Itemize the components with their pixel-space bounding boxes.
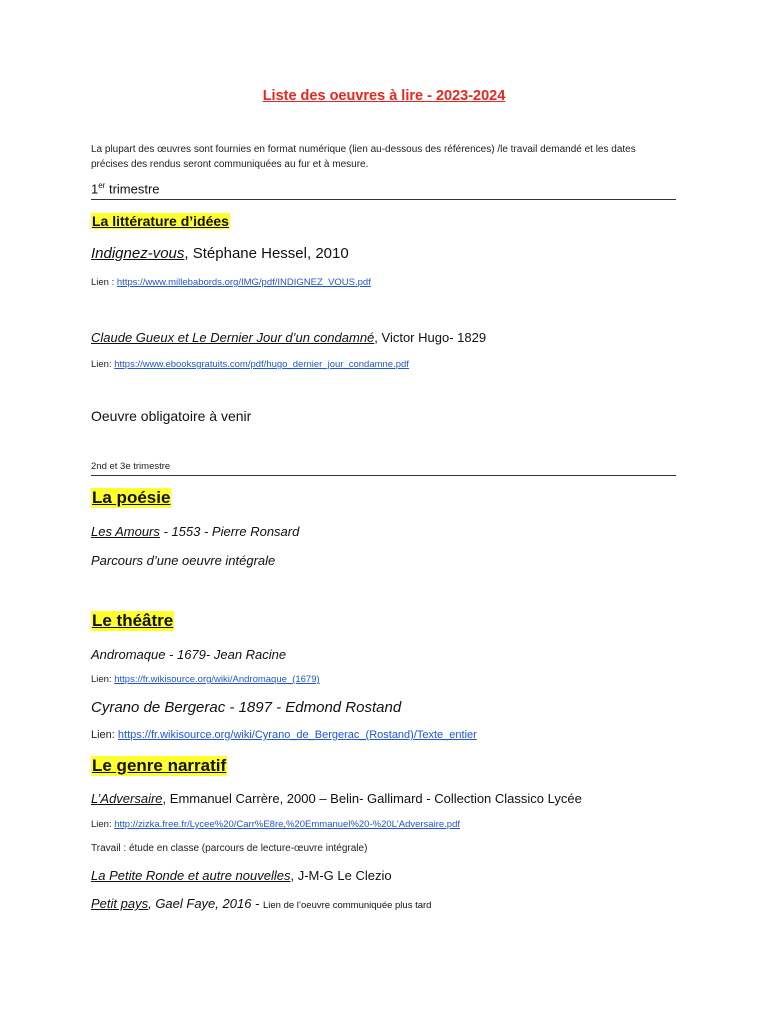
link-cyrano[interactable]: https://fr.wikisource.org/wiki/Cyrano_de_Bergerac_(Rostand)/Texte_entier (117, 729, 477, 741)
intro-line-1: La plupart des œuvres sont fournies en format numérique (lien au-dessous des références) /le travail demandé et les dates (91, 144, 636, 155)
divider (91, 475, 676, 476)
section-heading-narratif: Le genre narratif (92, 756, 227, 775)
trimester-1-heading: 1er trimestre (91, 181, 160, 197)
work-petit-pays: Petit pays, Gael Faye, 2016 - Lien de l’oeuvre communiquée plus tard (91, 896, 432, 911)
intro-line-2: précises des rendus seront communiquées au fur et à mesure. (91, 159, 369, 170)
work-andromaque: Andromaque - 1679- Jean Racine (91, 647, 287, 662)
link-line-hugo: Lien: https://www.ebooksgratuits.com/pdf/hugo_dernier_jour_condamne.pdf (91, 359, 409, 370)
page-title: Liste des oeuvres à lire - 2023-2024 (262, 88, 506, 104)
work-claude-gueux: Claude Gueux et Le Dernier Jour d’un condamné, Victor Hugo- 1829 (91, 330, 487, 345)
work-petite-ronde: La Petite Ronde et autre nouvelles, J-M-G Le Clezio (91, 868, 392, 883)
link-indignez[interactable]: https://www.millebabords.org/IMG/pdf/INDIGNEZ_VOUS.pdf (116, 277, 371, 288)
link-line-indignez: Lien : https://www.millebabords.org/IMG/pdf/INDIGNEZ_VOUS.pdf (91, 277, 371, 288)
link-adversaire[interactable]: http://zizka.free.fr/Lycee%20/Carr%E8re,%20Emmanuel%20-%20L'Adversaire.pdf (114, 819, 460, 830)
work-adversaire: L’Adversaire, Emmanuel Carrère, 2000 – Belin- Gallimard - Collection Classico Lycée (91, 791, 582, 806)
section-heading-theatre: Le théâtre (92, 611, 174, 630)
link-hugo[interactable]: https://www.ebooksgratuits.com/pdf/hugo_dernier_jour_condamne.pdf (114, 359, 409, 370)
link-line-cyrano: Lien: https://fr.wikisource.org/wiki/Cyrano_de_Bergerac_(Rostand)/Texte_entier (91, 729, 477, 741)
trimester-2-3-heading: 2nd et 3e trimestre (91, 461, 171, 472)
work-indignez-vous: Indignez-vous, Stéphane Hessel, 2010 (91, 245, 349, 262)
section-heading-idees: La littérature d’idées (92, 213, 229, 229)
parcours-oeuvre-integrale: Parcours d’une oeuvre intégrale (91, 553, 276, 568)
travail-note: Travail : étude en classe (parcours de lecture-œuvre intégrale) (91, 843, 368, 854)
link-line-andromaque: Lien: https://fr.wikisource.org/wiki/Andromaque_(1679) (91, 674, 320, 685)
work-cyrano: Cyrano de Bergerac - 1897 - Edmond Rostand (91, 699, 402, 716)
link-line-adversaire: Lien: http://zizka.free.fr/Lycee%20/Carr%E8re,%20Emmanuel%20-%20L'Adversaire.pdf (91, 819, 460, 830)
oeuvre-obligatoire: Oeuvre obligatoire à venir (91, 408, 252, 424)
link-andromaque[interactable]: https://fr.wikisource.org/wiki/Andromaque_(1679) (114, 674, 320, 685)
section-heading-poesie: La poésie (92, 488, 171, 507)
work-les-amours: Les Amours - 1553 - Pierre Ronsard (91, 524, 300, 539)
divider (91, 199, 676, 200)
